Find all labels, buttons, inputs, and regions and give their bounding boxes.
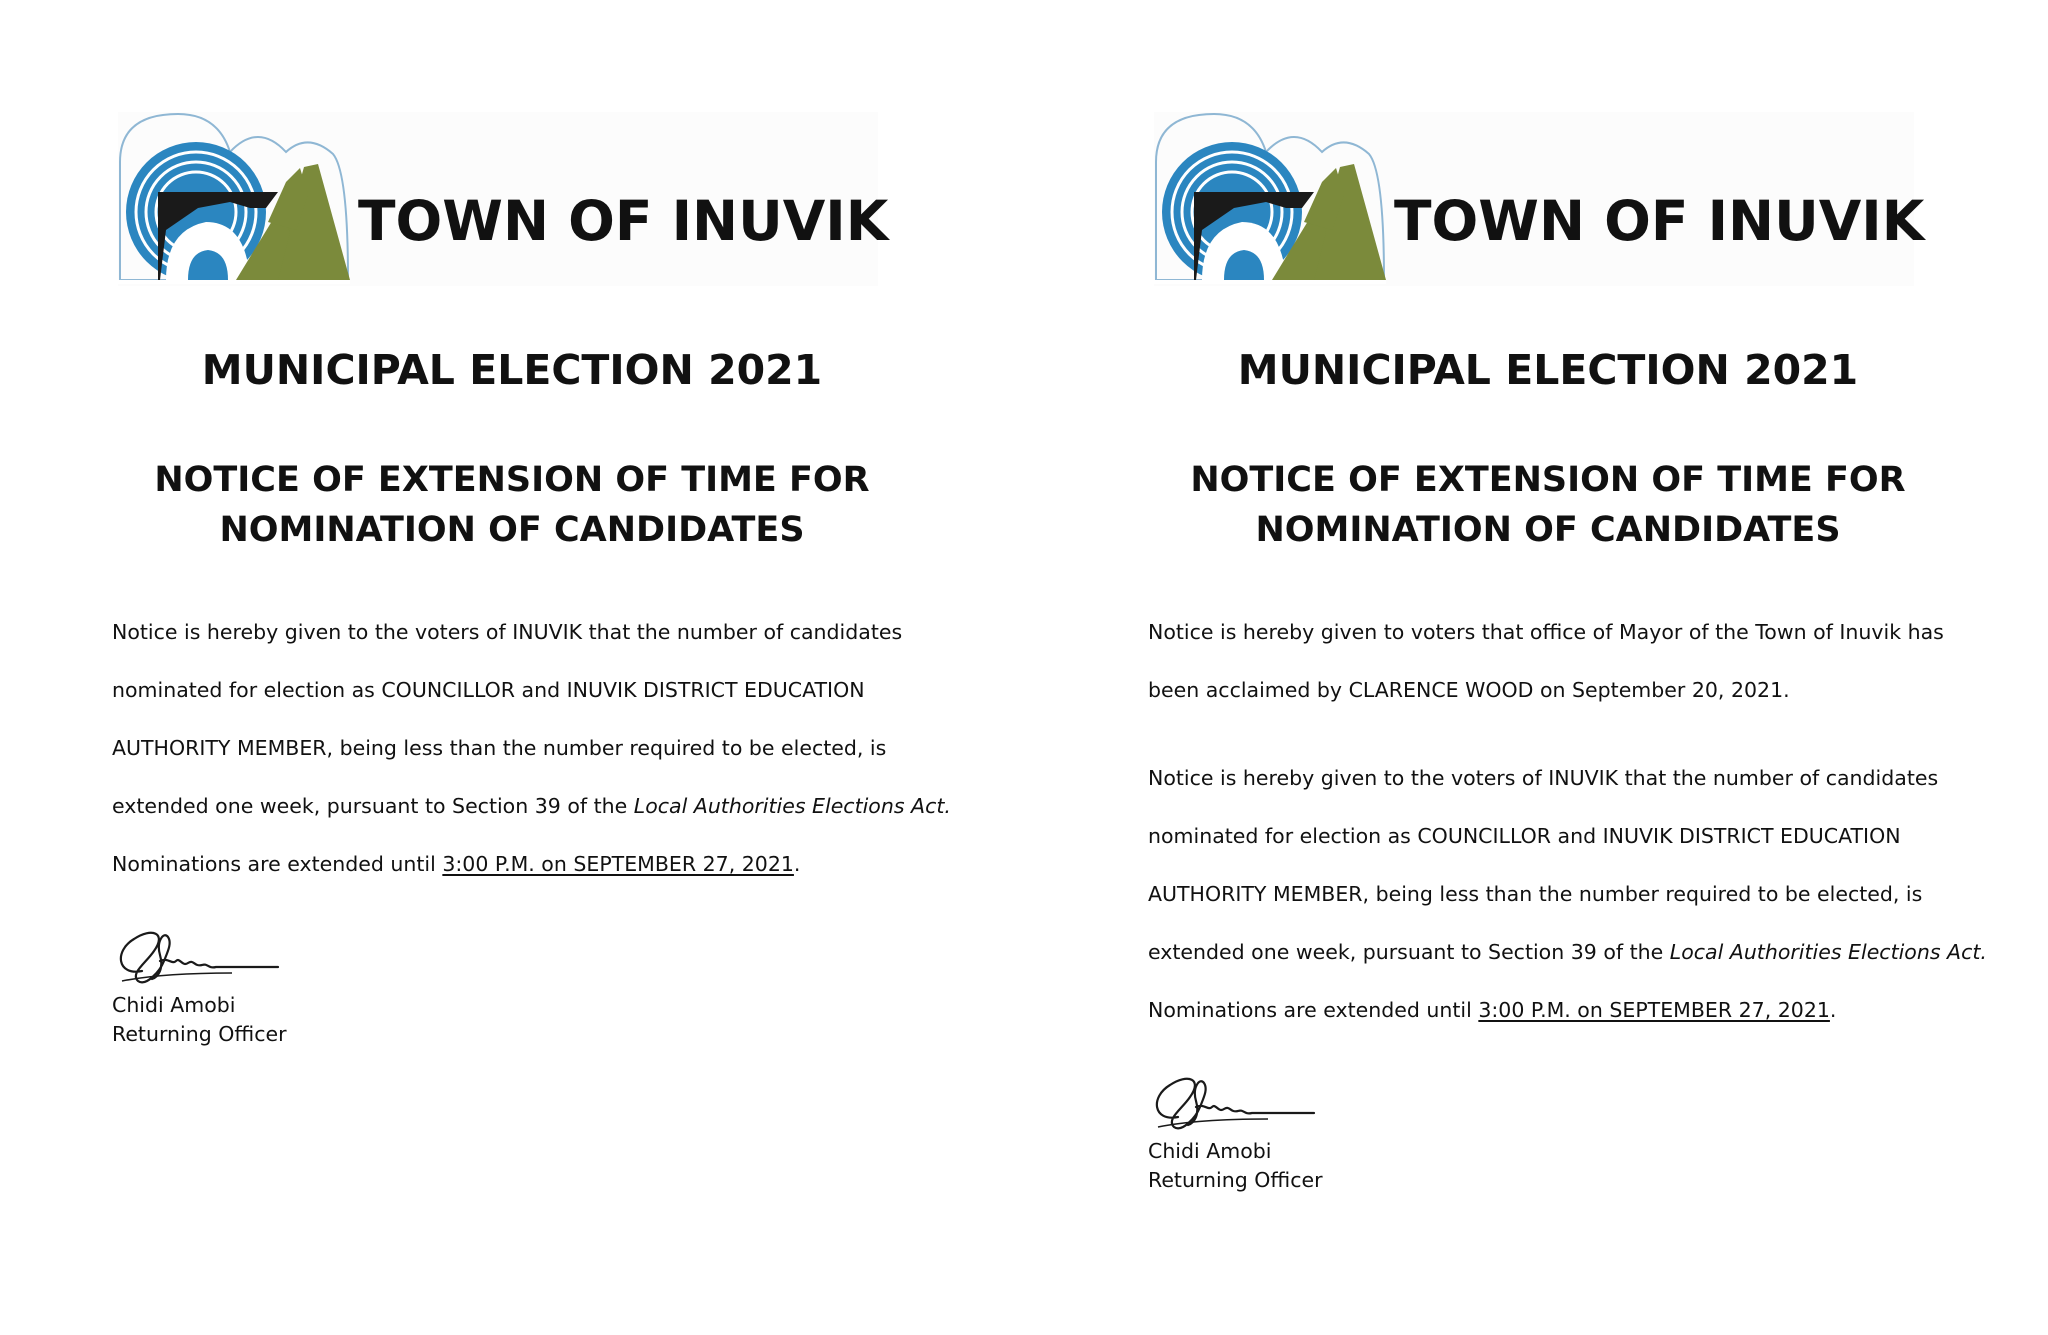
signer-name: Chidi Amobi	[1148, 1139, 1272, 1163]
notice-title	[1148, 455, 1948, 555]
body-line	[1148, 923, 2028, 981]
signature-block	[1148, 1067, 2028, 1195]
body-line: Notice is hereby given to voters that office of Mayor of the Town of Inuvik has	[1148, 620, 1944, 644]
town-logo	[118, 112, 350, 284]
nomination-deadline: 3:00 P.M. on SEPTEMBER 27, 2021	[1478, 998, 1830, 1022]
body-line: Notice is hereby given to the voters of INUVIK that the number of candidates	[112, 620, 903, 644]
town-title: TOWN OF INUVIK	[358, 189, 889, 253]
body-line: Notice is hereby given to the voters of INUVIK that the number of candidates	[1148, 766, 1939, 790]
body-text: Nominations are extended until	[112, 852, 443, 876]
act-name: Local Authorities Elections Act.	[1669, 940, 1987, 964]
signer-title: Returning Officer	[1148, 1168, 1323, 1192]
notice-body	[112, 603, 992, 1049]
body-line: AUTHORITY MEMBER, being less than the number required to be elected, is	[1148, 882, 1923, 906]
body-line: nominated for election as COUNCILLOR and INUVIK DISTRICT EDUCATION	[112, 678, 865, 702]
notice-title-line: NOTICE OF EXTENSION OF TIME FOR	[1190, 460, 1906, 500]
body-line: been acclaimed by CLARENCE WOOD on September 20, 2021.	[1148, 678, 1790, 702]
town-title: TOWN OF INUVIK	[1394, 189, 1925, 253]
act-name: Local Authorities Elections Act.	[633, 794, 951, 818]
body-text: .	[793, 852, 801, 876]
notice-title-line: NOMINATION OF CANDIDATES	[1255, 510, 1841, 550]
body-line	[1148, 981, 2028, 1039]
notice-right	[1148, 0, 2048, 1335]
extension-paragraph	[112, 603, 992, 893]
notice-left	[112, 0, 1052, 1335]
body-text: extended one week, pursuant to Section 39 of the	[1148, 940, 1670, 964]
notice-body	[1148, 603, 2028, 1195]
body-line	[112, 777, 992, 835]
extension-paragraph	[1148, 749, 2028, 1039]
notice-title	[112, 455, 912, 555]
signer-name: Chidi Amobi	[112, 993, 236, 1017]
body-line: nominated for election as COUNCILLOR and INUVIK DISTRICT EDUCATION	[1148, 824, 1901, 848]
signature	[112, 921, 282, 991]
notice-title-line: NOTICE OF EXTENSION OF TIME FOR	[154, 460, 870, 500]
notice-title-line: NOMINATION OF CANDIDATES	[219, 510, 805, 550]
election-title: MUNICIPAL ELECTION 2021	[1237, 346, 1859, 394]
signature	[1148, 1067, 1318, 1137]
signature-block	[112, 921, 992, 1049]
acclamation-paragraph	[1148, 603, 2028, 719]
body-line	[112, 835, 992, 893]
signer-title: Returning Officer	[112, 1022, 287, 1046]
body-text: .	[1829, 998, 1837, 1022]
body-line: AUTHORITY MEMBER, being less than the number required to be elected, is	[112, 736, 887, 760]
letterhead	[1154, 112, 1925, 286]
town-logo	[1154, 112, 1386, 284]
nomination-deadline: 3:00 P.M. on SEPTEMBER 27, 2021	[442, 852, 794, 876]
body-text: Nominations are extended until	[1148, 998, 1479, 1022]
letterhead	[118, 112, 889, 286]
election-title: MUNICIPAL ELECTION 2021	[201, 346, 823, 394]
body-text: extended one week, pursuant to Section 39 of the	[112, 794, 634, 818]
